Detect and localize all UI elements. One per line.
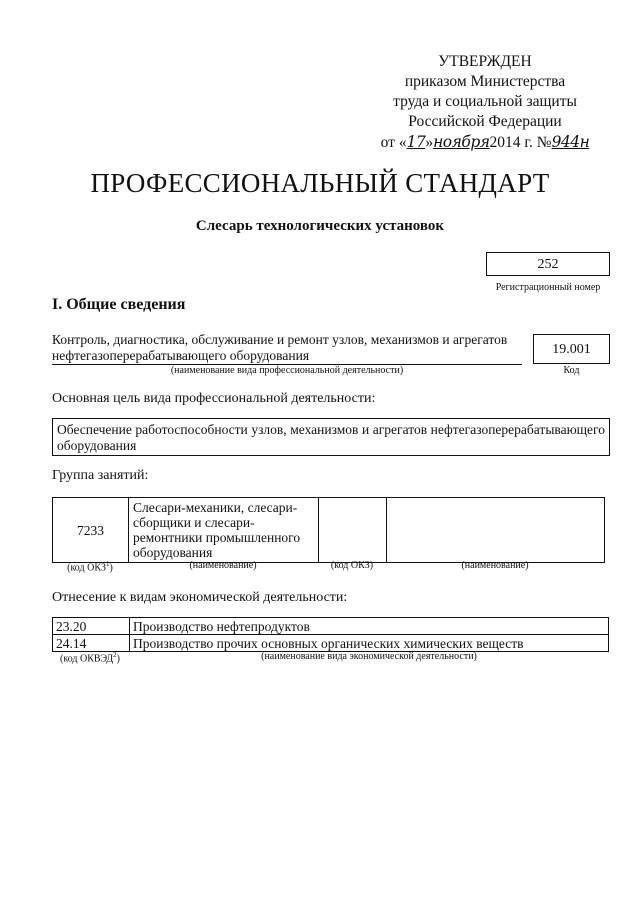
okz-name-caption: (наименование) <box>189 560 257 571</box>
document-subtitle: Слесарь технологических установок <box>195 218 445 234</box>
footnote-ref-2: 2 <box>113 651 117 659</box>
goal-box: Обеспечение работоспособности узлов, механизмов и агрегатов нефтегазоперерабатывающего оборудования <box>52 418 610 456</box>
okved-name-cell: Производство нефтепродуктов <box>130 618 609 635</box>
okz-code-caption-text: (код ОКЗ <box>67 562 107 574</box>
date-prefix: от « <box>380 134 407 151</box>
date-month: ноября <box>433 133 490 151</box>
table-row <box>53 635 609 652</box>
registration-number-label: Регистрационный номер <box>495 282 601 293</box>
section-heading: I. Общие сведения <box>52 296 186 313</box>
table-row <box>53 498 605 563</box>
table-row <box>53 618 609 635</box>
okved-code-caption-end: ) <box>116 653 120 665</box>
okz-code-cell-2 <box>319 498 387 563</box>
order-number: 944н <box>551 133 590 151</box>
okved-code-caption-text: (код ОКВЭД <box>60 653 114 665</box>
activity-caption: (наименование вида профессиональной деятельности) <box>170 365 404 376</box>
goal-label: Основная цель вида профессиональной деятельности: <box>52 391 376 406</box>
activity-name: Контроль, диагностика, обслуживание и ремонт узлов, механизмов и агрегатов нефтегазоперерабатывающего оборудования <box>52 332 508 363</box>
approval-heading: УТВЕРЖДЕН <box>438 53 532 70</box>
okz-code-caption-end: ) <box>109 562 113 574</box>
date-year: 2014 г. № <box>489 134 552 151</box>
okz-code-cell: 7233 <box>53 498 129 563</box>
registration-number-box: 252 <box>486 252 610 276</box>
occupation-group-table <box>52 497 605 563</box>
okved-code-cell: 24.14 <box>53 635 130 652</box>
activity-code-box: 19.001 <box>533 334 610 364</box>
okz-name-cell-2 <box>387 498 605 563</box>
okz-code-caption <box>52 560 128 573</box>
economic-activity-table <box>52 617 609 652</box>
economic-activity-label: Отнесение к видам экономической деятельности: <box>52 590 348 605</box>
approval-ministry-line: труда и социальной защиты <box>393 93 577 110</box>
approval-date-line <box>355 132 615 153</box>
approval-block <box>355 52 615 153</box>
occupation-group-label: Группа занятий: <box>52 468 149 483</box>
okz-name-cell: Слесари-механики, слесари-сборщики и слесари-ремонтники промышленного оборудования <box>129 498 319 563</box>
okved-name-caption: (наименование вида экономической деятельности) <box>261 651 477 662</box>
okved-code-cell: 23.20 <box>53 618 130 635</box>
date-quote: » <box>425 134 434 151</box>
okved-code-caption <box>40 651 140 664</box>
document-title: ПРОФЕССИОНАЛЬНЫЙ СТАНДАРТ <box>90 168 550 198</box>
approval-order-line: приказом Министерства <box>404 73 566 90</box>
okz-code-caption-2: (код ОКЗ) <box>330 560 374 571</box>
okz-name-caption-2: (наименование) <box>461 560 529 571</box>
approval-country-line: Российской Федерации <box>408 113 562 130</box>
date-day: 17 <box>406 133 426 151</box>
footnote-ref-1: 1 <box>106 560 110 568</box>
activity-code-caption: Код <box>563 365 580 376</box>
okved-name-cell: Производство прочих основных органических химических веществ <box>130 635 609 652</box>
